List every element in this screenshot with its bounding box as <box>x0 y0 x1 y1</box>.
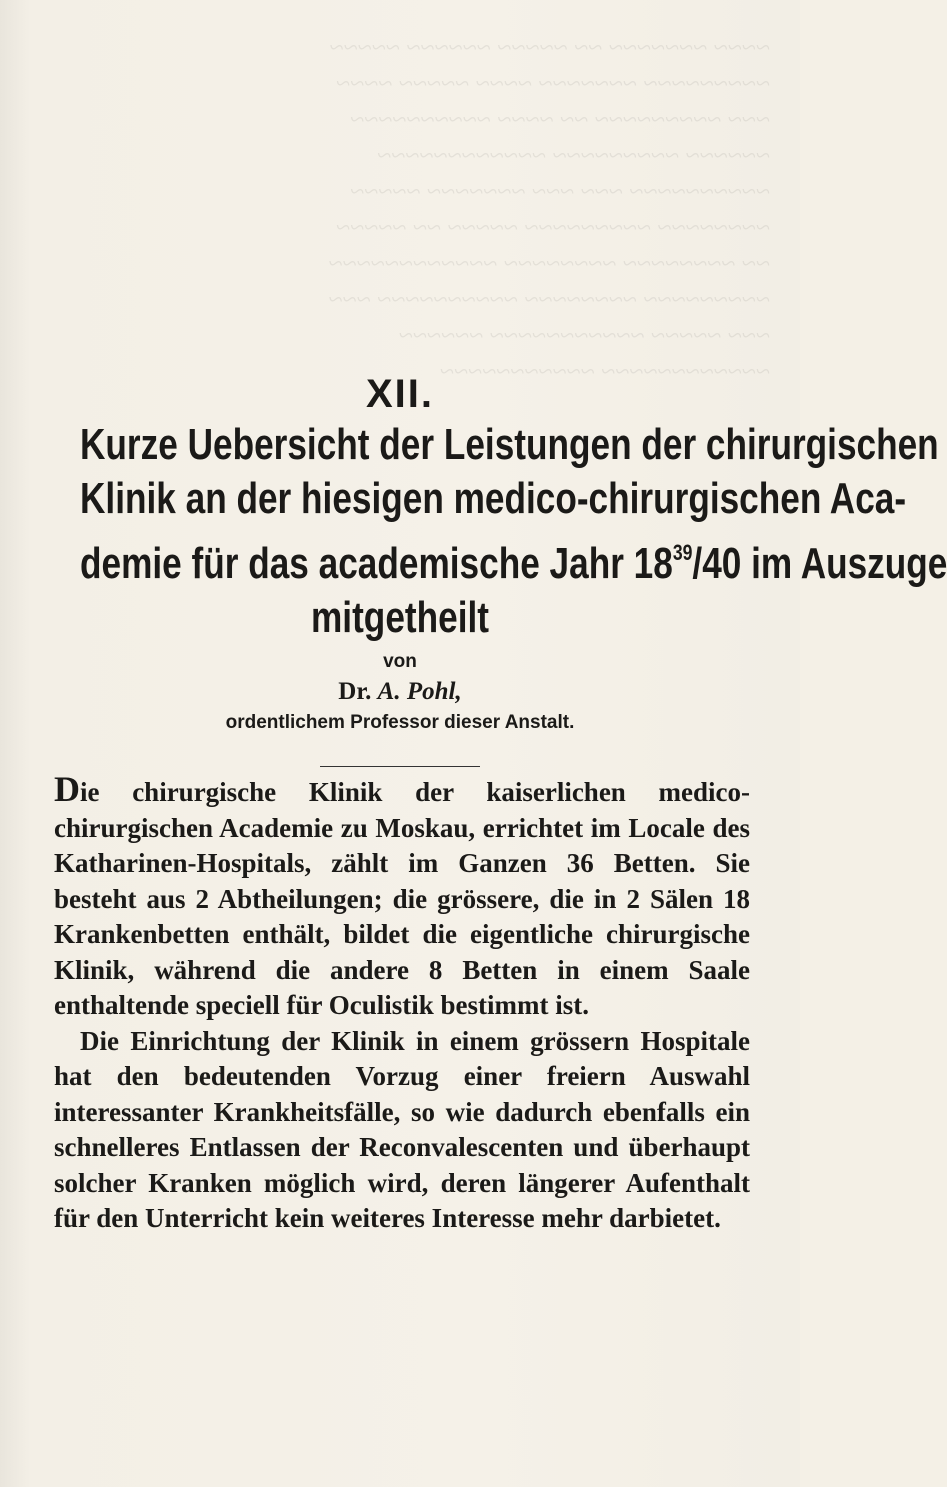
author-role: ordentlichem Professor dieser Anstalt. <box>225 712 575 733</box>
article-number: XII. <box>365 372 435 416</box>
article-header <box>0 370 947 767</box>
article-title-line-4: mitgetheilt <box>311 593 489 642</box>
author-name <box>0 675 800 709</box>
byline-von: von <box>383 651 417 672</box>
drop-cap: D <box>54 769 80 809</box>
author-prefix: Dr. <box>338 678 372 705</box>
title-line-3-text: demie für das academische Jahr 18 <box>80 539 673 588</box>
article-body <box>54 769 750 1237</box>
article-title-line-3 <box>80 526 947 591</box>
section-divider <box>320 766 480 767</box>
paragraph-1-text: ie chirurgische Klinik der kaiserlichen medico-chirurgischen Academie zu Moskau, errichtet im Locale des Katharinen-Hospitals, zählt im Ganzen 36 Betten. Sie besteht aus 2 Abtheilungen; die grössere, die in 2 Sälen 18 Krankenbetten enthält, bildet die eigentliche chirurgische Klinik, während die andere 8 Betten in einem Saale enthaltende speciell für Oculistik bestimmt ist. <box>54 777 750 1020</box>
paragraph-2: Die Einrichtung der Klinik in einem grössern Hospitale hat den bedeutenden Vorzug einer freiern Auswahl interessanter Krankheitsfälle, so wie dadurch ebenfalls ein schnelleres Entlassen der Reconvalescenten und überhaupt solcher Kranken möglich wird, deren längerer Aufenthalt für den Unterricht kein weiteres Interesse mehr darbietet. <box>54 1025 750 1233</box>
show-through-texture: ~~~~ ~~~~~~~ ~~ ~~~~~ ~~~~~~ ~~~~~ ~~~~~~~~~ ~~~~~~~ ~~~~ ~~~~~ ~~~~ ~~~ ~~~~~~~~~ ~~ ~~~~ ~~~~~~~~~~ ~~~~~~ ~~~~~~~~~ ~~~~~~~~~~~~ ~~~~~~~~~~ ~~~ ~~~ ~~~~~~~ ~~~~~ ~~~~~~~~ ~~~~~~~~~ ~~~~~ ~~ ~~~~~ ~~ ~~~~~~~~ ~~~~~~~~ ~~~~~~~~~~~~ ~~~~~~~~~ ~~~~~~~~ ~~~~~~~~~~ ~~~ ~~~ ~~~~~ ~~~~~~~~~~~ ~~~~~~ ~~~~~~~~~~~~ ~~~~~~~~~~~ <box>328 33 770 386</box>
title-year-rest: /40 im Auszuge <box>692 539 947 588</box>
title-year-superscript: 39 <box>672 540 693 565</box>
article-title-line-2: Klinik an der hiesigen medico-chirurgischen Aca- <box>80 474 907 523</box>
author-name-italic: A. Pohl, <box>377 678 462 705</box>
article-title-line-1: Kurze Uebersicht der Leistungen der chirurgischen <box>80 420 939 469</box>
paragraph-1 <box>54 769 750 1024</box>
